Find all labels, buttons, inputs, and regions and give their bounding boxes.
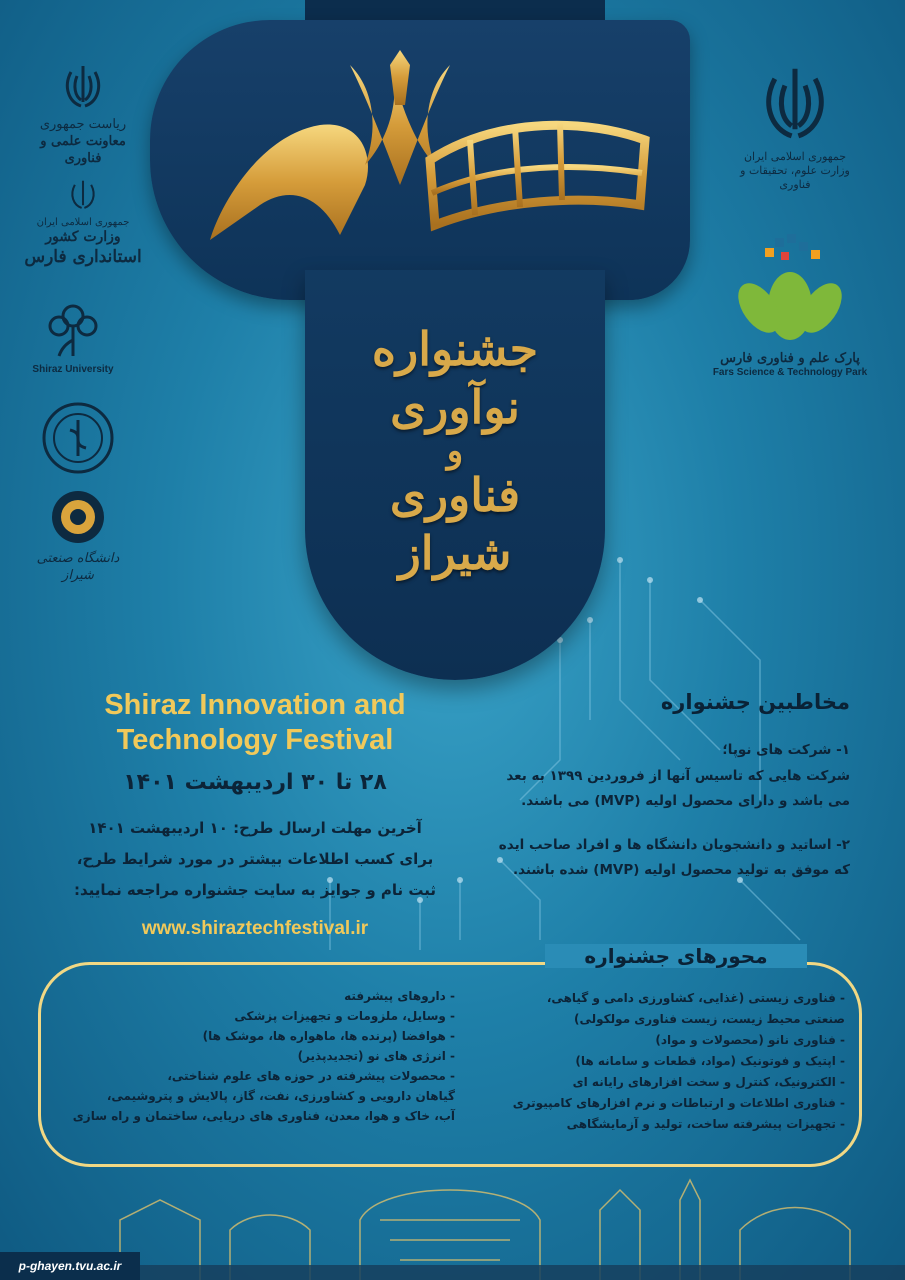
medical-university-seal-icon (40, 400, 116, 476)
audience-line: شرکت هایی که تاسیس آنها از فروردین ۱۳۹۹ به بعد (506, 767, 850, 784)
axes-list-right (450, 988, 845, 1135)
festival-dates: ۲۸ تا ۳۰ اردیبهشت ۱۴۰۱ (123, 770, 387, 795)
axes-item: - محصولات پیشرفته در حوزه های علوم شناختی، (167, 1069, 455, 1083)
axes-heading: محورهای جشنواره (545, 944, 807, 968)
gear-seal-icon (49, 488, 107, 546)
axes-item: - فناوری نانو (محصولات و مواد) (655, 1033, 845, 1047)
logo-caption: Shiraz University (32, 364, 114, 375)
festival-title-en (60, 688, 450, 758)
logo-caption: جمهوری اسلامی ایران (36, 217, 130, 228)
title-line: نوآوری (390, 380, 520, 434)
logo-caption: پارک علم و فناوری فارس (720, 351, 860, 366)
logo-caption: دانشگاه صنعتی شیراز (36, 551, 120, 583)
audience-line: می باشد و دارای محصول اولیه (MVP) می باشند. (521, 793, 850, 809)
axes-item: - هوافضا (پرنده ها، ماهواره ها، موشک ها) (202, 1029, 455, 1043)
axes-item: - انرژی های نو (تجدیدپذیر) (297, 1049, 455, 1063)
info-line: آخرین مهلت ارسال طرح: ۱۰ اردیبهشت ۱۴۰۱ (88, 819, 422, 837)
logo-caption: وزارت علوم، تحقیقات و فناوری (740, 164, 850, 191)
fars-science-park-logo (690, 228, 890, 378)
axes-item: - داروهای پیشرفته (344, 989, 455, 1003)
axes-item: صنعتی محیط زیست، زیست فناوری مولکولی) (574, 1012, 845, 1026)
title-line: Technology Festival (116, 724, 394, 756)
logo-caption: Fars Science & Technology Park (712, 367, 868, 378)
logo-caption: ریاست جمهوری (39, 117, 127, 132)
shiraz-university-logo (18, 300, 128, 375)
festival-title-fa (320, 320, 590, 582)
source-tag: p-ghayen.tvu.ac.ir (0, 1252, 140, 1280)
science-park-flower-icon (725, 228, 855, 346)
audience-line: ۱- شرکت های نوپا؛ (722, 742, 850, 758)
axes-list-left (55, 986, 455, 1126)
title-line: و (446, 431, 464, 471)
title-line: Shiraz Innovation and (104, 689, 406, 721)
title-line: شیراز (398, 526, 512, 580)
title-line: فناوری (389, 468, 521, 522)
logo-caption: جمهوری اسلامی ایران (743, 150, 847, 163)
iran-emblem-icon (757, 62, 833, 146)
title-line: جشنواره (371, 322, 539, 376)
website-link[interactable]: www.shiraztechfestival.ir (141, 918, 369, 939)
shiraz-university-emblem-icon (43, 300, 103, 360)
axes-item: آب، خاک و هوا، معدن، فناوری های دریایی، ساختمان و راه سازی (72, 1109, 455, 1123)
festival-emblem-icon (200, 45, 660, 265)
info-line: ثبت نام و جوایز به سایت جشنواره مراجعه نمایید: (73, 881, 437, 899)
interior-ministry-logo (18, 178, 148, 268)
axes-item: - الکترونیک، کنترل و سخت افزارهای رایانه ای (572, 1075, 845, 1089)
medical-university-logo (38, 400, 118, 480)
iran-emblem-icon (67, 178, 99, 212)
axes-item: گیاهان دارویی و کشاورزی، نفت، گاز، پالایش و پتروشیمی، (106, 1089, 455, 1103)
presidency-logo (28, 62, 138, 167)
iran-emblem-icon (61, 62, 105, 112)
logo-caption: معاونت علمی و فناوری (40, 134, 126, 166)
axes-item: - اپتیک و فوتونیک (مواد، قطعات و سامانه ها) (575, 1054, 845, 1068)
logo-caption: وزارت کشور (45, 229, 121, 245)
axes-item: - وسایل، ملزومات و تجهیزات پزشکی (234, 1009, 455, 1023)
logo-caption: استانداری فارس (24, 247, 142, 267)
audience-line: ۲- اساتید و دانشجویان دانشگاه ها و افراد صاحب ایده (498, 836, 850, 853)
axes-item: - تجهیزات پیشرفته ساخت، تولید و آزمایشگاهی (566, 1117, 845, 1131)
spacer (465, 815, 850, 833)
info-block (50, 813, 460, 906)
axes-item: - فناوری زیستی (غذایی، کشاورزی دامی و گیاهی، (546, 991, 845, 1005)
university-of-technology-logo (28, 488, 128, 584)
ministry-science-logo (730, 62, 860, 192)
audience-list (465, 738, 850, 884)
info-line: برای کسب اطلاعات بیشتر در مورد شرایط طرح، (76, 850, 434, 868)
audience-heading: مخاطبین جشنواره (660, 690, 850, 714)
audience-line: که موفق به تولید محصول اولیه (MVP) شده باشند. (512, 862, 850, 878)
axes-item: - فناوری اطلاعات و ارتباطات و نرم افزارهای کامپیوتری (512, 1096, 845, 1110)
